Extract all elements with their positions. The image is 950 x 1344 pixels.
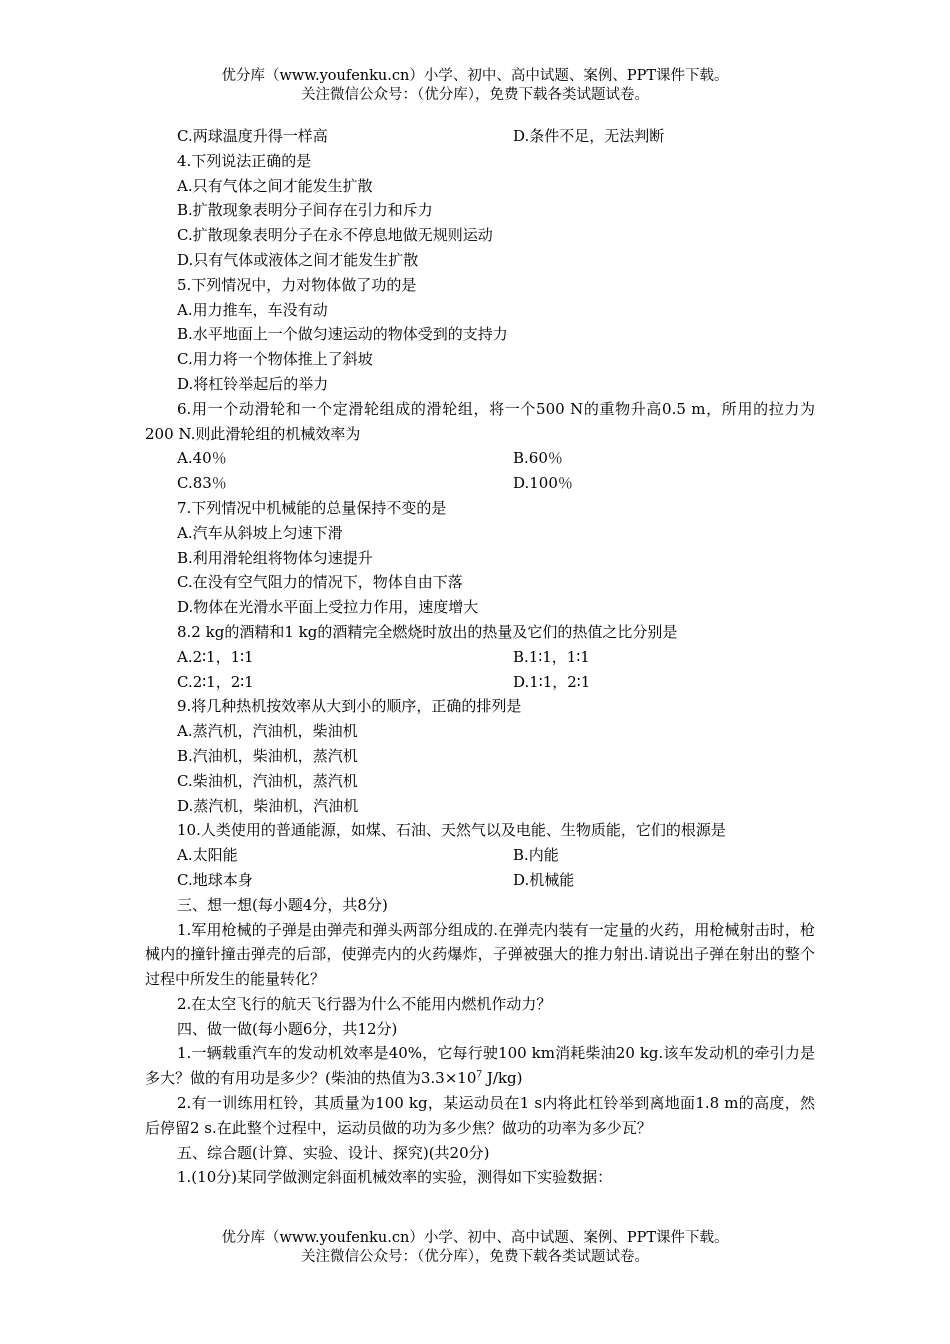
q9-option-d: D.蒸汽机，柴油机，汽油机 [177, 796, 359, 815]
q7-option-a: A.汽车从斜坡上匀速下滑 [177, 523, 343, 542]
q9-option-b: B.汽油机，柴油机，蒸汽机 [177, 746, 358, 765]
q10-options-cd [145, 868, 815, 893]
q8-option-b: B.1∶1，1∶1 [513, 647, 590, 666]
q9-option-c: C.柴油机，汽油机，蒸汽机 [177, 771, 358, 790]
section-4-question-2: 2.有一训练用杠铃，其质量为100 kg，某运动员在1 s内将此杠铃举到离地面1.8 m的高度，然后停留2 s.在此整个过程中，运动员做的功为多少焦？做功的功率为多少瓦？ [145, 1094, 815, 1137]
q10-option-d: D.机械能 [513, 870, 575, 889]
q5-option-b: B.水平地面上一个做匀速运动的物体受到的支持力 [177, 325, 508, 344]
q8-option-d: D.1∶1，2∶1 [513, 672, 591, 691]
section-5-title: 五、综合题(计算、实验、设计、探究)(共20分) [177, 1143, 490, 1162]
q8-option-a: A.2∶1，1∶1 [177, 647, 254, 666]
page-header [0, 67, 950, 105]
page-footer [0, 1229, 950, 1267]
q10-option-b: B.内能 [513, 846, 559, 865]
q4-option-a: A.只有气体之间才能发生扩散 [177, 176, 373, 195]
q4-option-c: C.扩散现象表明分子在永不停息地做无规则运动 [177, 226, 493, 245]
footer-line-1: 优分库（www.youfenku.cn）小学、初中、高中试题、案例、PPT课件下载。 [221, 1230, 729, 1246]
section-3-question-2: 2.在太空飞行的航天飞行器为什么不能用内燃机作动力？ [177, 994, 552, 1013]
section-3-title: 三、想一想(每小题4分，共8分) [177, 895, 388, 914]
q10-option-c: C.地球本身 [177, 870, 253, 889]
q3-option-d: D.条件不足，无法判断 [513, 127, 665, 145]
q9-option-a: A.蒸汽机，汽油机，柴油机 [177, 722, 358, 741]
q7-option-c: C.在没有空气阻力的情况下，物体自由下落 [177, 573, 463, 592]
q8-options-ab [145, 645, 815, 670]
q10-option-a: A.太阳能 [177, 846, 238, 865]
q5-option-c: C.用力将一个物体推上了斜坡 [177, 350, 373, 369]
q6-option-a: A.40％ [177, 449, 227, 468]
q7-option-b: B.利用滑轮组将物体匀速提升 [177, 548, 373, 567]
exponent: 7 [476, 1070, 483, 1081]
section-4-question-1-text: 1.一辆载重汽车的发动机效率是40%，它每行驶100 km消耗柴油20 kg.该车发动机的牵引力是多大？做的有用功是多少？(柴油的热值为3.3×10 [145, 1044, 815, 1088]
q4-stem: 4.下列说法正确的是 [177, 151, 312, 170]
q6-options-ab [145, 446, 815, 471]
q9-stem: 9.将几种热机按效率从大到小的顺序，正确的排列是 [177, 697, 522, 716]
q7-stem: 7.下列情况中机械能的总量保持不变的是 [177, 498, 447, 517]
q8-options-cd [145, 670, 815, 695]
section-5-question-1: 1.(10分)某同学做测定斜面机械效率的实验，测得如下实验数据： [177, 1168, 613, 1187]
q8-option-c: C.2∶1，2∶1 [177, 672, 254, 691]
q6-option-b: B.60％ [513, 449, 563, 468]
q6-option-c: C.83％ [177, 474, 227, 493]
q4-option-b: B.扩散现象表明分子间存在引力和斥力 [177, 201, 433, 220]
q3-option-c: C.两球温度升得一样高 [177, 127, 328, 145]
q4-option-d: D.只有气体或液体之间才能发生扩散 [177, 250, 419, 269]
footer-line-2: 关注微信公众号：（优分库），免费下载各类试题试卷。 [301, 1249, 649, 1265]
q10-stem: 10.人类使用的普通能源，如煤、石油、天然气以及电能、生物质能，它们的根源是 [177, 821, 726, 840]
q3-options-cd [145, 124, 815, 149]
q10-options-ab [145, 843, 815, 868]
section-3-question-1: 1.军用枪械的子弹是由弹壳和弹头两部分组成的.在弹壳内装有一定量的火药，用枪械射击时，枪械内的撞针撞击弹壳的后部，使弹壳内的火药爆炸，子弹被强大的推力射出.请说出子弹在射出的整个过程中所发生的能量转化？ [145, 920, 815, 989]
section-4-question-1-unit: J/kg) [482, 1069, 523, 1088]
q7-option-d: D.物体在光滑水平面上受拉力作用，速度增大 [177, 598, 479, 617]
q5-stem: 5.下列情况中，力对物体做了功的是 [177, 275, 417, 294]
q8-stem: 8.2 kg的酒精和1 kg的酒精完全燃烧时放出的热量及它们的热值之比分别是 [177, 622, 678, 641]
q5-option-a: A.用力推车，车没有动 [177, 300, 328, 319]
q5-option-d: D.将杠铃举起后的举力 [177, 374, 329, 393]
header-line-2: 关注微信公众号：（优分库），免费下载各类试题试卷。 [301, 87, 649, 103]
q6-options-cd [145, 471, 815, 496]
section-4-question-1 [145, 1041, 815, 1091]
exam-content [145, 124, 815, 1190]
q6-option-d: D.100％ [513, 474, 573, 493]
section-4-title: 四、做一做(每小题6分，共12分) [177, 1019, 398, 1038]
header-line-1: 优分库（www.youfenku.cn）小学、初中、高中试题、案例、PPT课件下载。 [221, 68, 729, 84]
q6-stem: 6.用一个动滑轮和一个定滑轮组成的滑轮组，将一个500 N的重物升高0.5 m，所用的拉力为200 N.则此滑轮组的机械效率为 [145, 399, 815, 443]
